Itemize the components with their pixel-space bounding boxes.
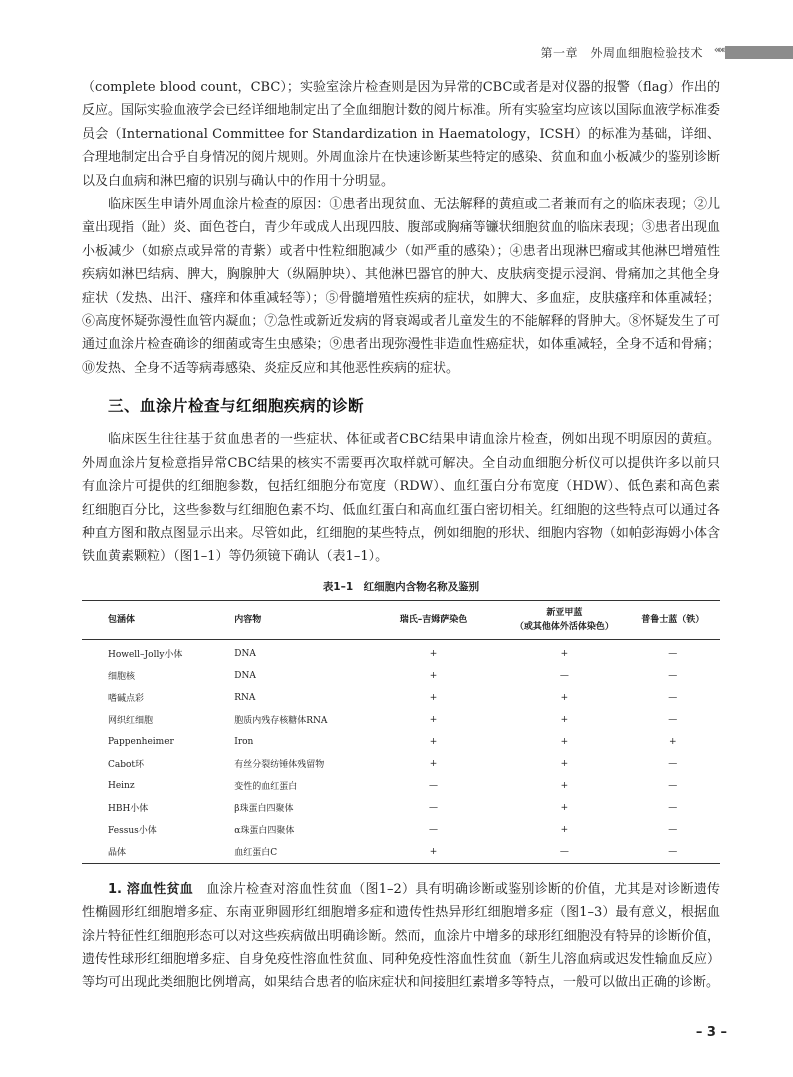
page-number: – 3 – [695, 1025, 727, 1040]
table-row [82, 639, 720, 665]
table-cell: + [560, 758, 569, 769]
table-cell: — [668, 780, 678, 791]
paragraph-hemolytic-text: 血涂片检查对溶血性贫血（图1–2）具有明确诊断或鉴别诊断的价值，尤其是对诊断遗传性椭圆形红细胞增多症、东南亚卵圆形红细胞增多症和遗传性热异形红细胞增多症（图1–3）最有意义，根据血涂片特征性红细胞形态可以对这些疾病做出明确诊断。然而，血涂片中增多的球形红细胞没有特异的诊断价值，遗传性球形红细胞增多症、自身免疫性溶血性贫血、同种免疫性溶血性贫血（新生儿溶血病或迟发性输血反应）等均可出现此类细胞比例增高，如果结合患者的临床症状和间接胆红素增多等特点，一般可以做出正确的诊断。 [82, 881, 720, 991]
table-cell: + [429, 670, 438, 681]
table-cell: 变性的血红蛋白 [234, 782, 298, 793]
table-cell: 嗜碱点彩 [108, 694, 145, 705]
table-cell: — [668, 802, 678, 813]
table-row [82, 841, 720, 864]
table-cell: RNA [234, 692, 256, 703]
table-cell: Howell–Jolly小体 [108, 650, 183, 661]
table-cell: β珠蛋白四聚体 [234, 804, 294, 815]
chevron-left-icon: ««« [713, 43, 725, 56]
page-body [82, 76, 720, 995]
table-cell: DNA [234, 670, 256, 681]
table-cell: 胞质内残存核糖体RNA [234, 716, 328, 727]
table-row [82, 775, 720, 797]
table-cell: — [559, 670, 569, 681]
header-bar [725, 46, 793, 59]
table-cell: + [560, 824, 569, 835]
table-cell: — [429, 780, 439, 791]
table-row [82, 797, 720, 819]
table-row [82, 819, 720, 841]
table-header-line: 新亚甲蓝 [546, 607, 583, 618]
table-cell: + [560, 648, 569, 659]
table-cell: + [668, 736, 677, 747]
table-row [82, 753, 720, 775]
table-cell: — [668, 670, 678, 681]
table-cell: + [560, 780, 569, 791]
table-cell: α珠蛋白四聚体 [234, 826, 295, 837]
table-cell: 血红蛋白C [224, 841, 363, 864]
table-cell: — [503, 841, 625, 864]
table-cell: + [429, 736, 438, 747]
table-cell: — [668, 758, 678, 769]
table-header: 瑞氏–吉姆萨染色 [364, 600, 504, 639]
table-cell: + [429, 758, 438, 769]
subsection-heading: 1. 溶血性贫血 [108, 881, 194, 897]
table-cell: — [625, 841, 720, 864]
table-row [82, 687, 720, 709]
table-cell: 晶体 [82, 841, 224, 864]
table-cell: + [364, 841, 504, 864]
table-header: 包涵体 [82, 600, 224, 639]
table-cell: HBH小体 [108, 804, 149, 815]
table-header: 普鲁士蓝（铁） [625, 600, 720, 639]
table-cell: — [668, 714, 678, 725]
table-cell: 网织红细胞 [108, 716, 154, 727]
table-cell: Fessus小体 [108, 826, 157, 837]
table-cell: + [429, 714, 438, 725]
table-header: 内容物 [224, 600, 363, 639]
running-header [0, 42, 793, 64]
paragraph-reasons: 临床医生申请外周血涂片检查的原因：①患者出现贫血、无法解释的黄疸或二者兼而有之的临床表现；②儿童出现指（趾）炎、面色苍白，青少年或成人出现四肢、腹部或胸痛等镰状细胞贫血的临床表现；③患者出现血小板减少（如瘀点或异常的青紫）或者中性粒细胞减少（如严重的感染）；④患者出现淋巴瘤或其他淋巴增殖性疾病如淋巴结病、脾大，胸腺肿大（纵隔肿块）、其他淋巴器官的肿大、皮肤病变提示浸润、骨痛加之其他全身症状（发热、出汗、瘙痒和体重减轻等）；⑤骨髓增殖性疾病的症状，如脾大、多血症，皮肤瘙痒和体重减轻；⑥高度怀疑弥漫性血管内凝血；⑦急性或新近发病的肾衰竭或者儿童发生的不能解释的肾肿大。⑧怀疑发生了可通过血涂片检查确诊的细菌或寄生虫感染；⑨患者出现弥漫性非造血性癌症状，如体重减轻，全身不适和骨痛；⑩发热、全身不适等病毒感染、炎症反应和其他恶性疾病的症状。 [82, 197, 720, 376]
table-cell: Iron [234, 736, 254, 747]
table-cell: — [668, 648, 678, 659]
section-title: 三、血涂片检查与红细胞疾病的诊断 [108, 397, 365, 416]
table-cell: 细胞核 [108, 672, 136, 683]
table-row [82, 709, 720, 731]
table-cell: Pappenheimer [108, 736, 174, 747]
table-caption: 表1–1 红细胞内含物名称及鉴别 [322, 580, 480, 593]
paragraph-cbc: （complete blood count，CBC）；实验室涂片检查则是因为异常的CBC或者是对仪器的报警（flag）作出的反应。国际实验血液学会已经详细地制定出了全血细胞计数的阅片标准。所有实验室均应该以国际血液学标准委员会（International Committee for Standardization in Haematology，ICSH）的标准为基础，详细、合理地制定出合乎自身情况的阅片规则。外周血涂片在快速诊断某些特定的感染、贫血和血小板减少的鉴别诊断以及白血病和淋巴瘤的识别与确认中的作用十分明显。 [82, 80, 720, 189]
paragraph-rbc: 临床医生往往基于贫血患者的一些症状、体征或者CBC结果申请血涂片检查，例如出现不明原因的黄疸。外周血涂片复检意指异常CBC结果的核实不需要再次取样就可解决。全自动血细胞分析仪可以提供许多以前只有血涂片可提供的红细胞参数，包括红细胞分布宽度（RDW）、血红蛋白分布宽度（HDW）、低色素和高色素红细胞百分比，这些参数与红细胞色素不均、低血红蛋白和高血红蛋白密切相关。红细胞的这些特点可以通过各种直方图和散点图显示出来。尽管如此，红细胞的某些特点，例如细胞的形状、细胞内容物（如帕彭海姆小体含铁血黄素颗粒）（图1–1）等仍须镜下确认（表1–1）。 [82, 432, 720, 565]
table-cell: + [429, 692, 438, 703]
paragraph-hemolytic [82, 878, 720, 995]
table-header [503, 600, 625, 639]
table-cell: + [560, 714, 569, 725]
table-cell: + [560, 736, 569, 747]
inclusion-table [82, 600, 720, 864]
table-cell: + [560, 802, 569, 813]
table-cell: — [668, 692, 678, 703]
chapter-title: 第一章 外周血细胞检验技术 [540, 46, 703, 60]
table-header-line: （或其他体外活体染色） [514, 621, 614, 632]
table-cell: — [429, 802, 439, 813]
table-cell: — [668, 824, 678, 835]
table-cell: Heinz [108, 780, 135, 791]
table-cell: DNA [234, 648, 256, 659]
table-cell: 有丝分裂纺锤体残留物 [234, 760, 325, 771]
table-cell: + [560, 692, 569, 703]
table-row [82, 665, 720, 687]
table-cell: + [429, 648, 438, 659]
table-row [82, 731, 720, 753]
table-cell: — [429, 824, 439, 835]
table-cell: Cabot环 [108, 760, 145, 771]
